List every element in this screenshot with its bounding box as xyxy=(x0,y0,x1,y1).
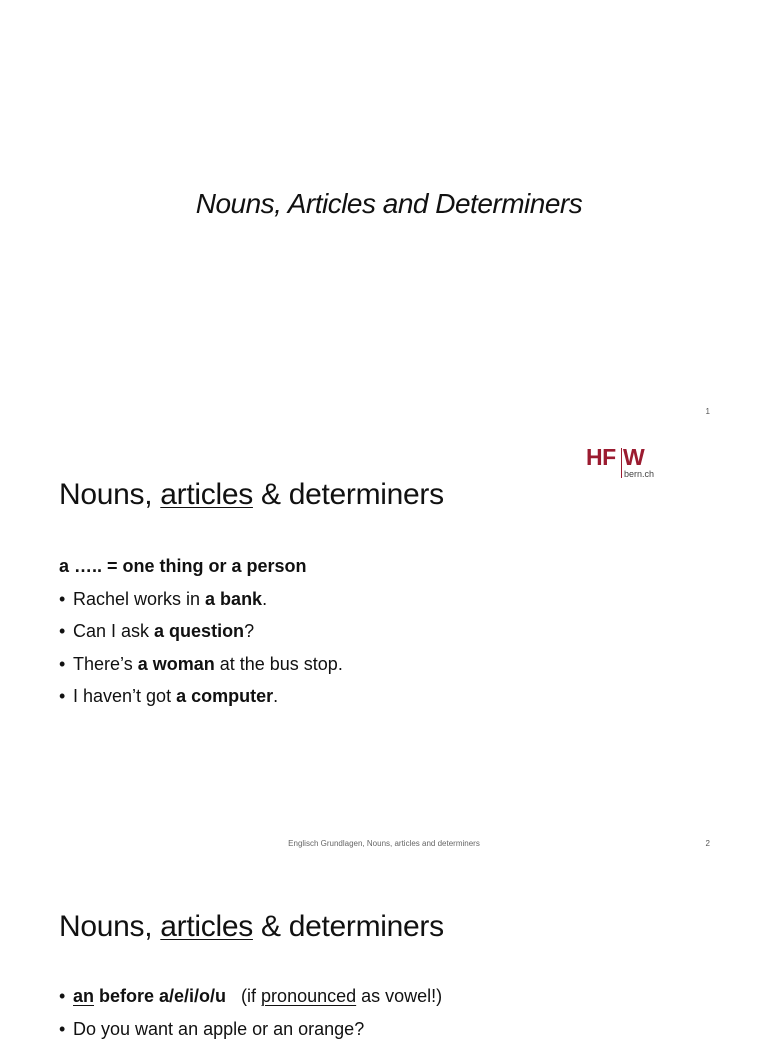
item-text-end: ? xyxy=(244,621,254,641)
bullet-icon: • xyxy=(59,615,73,648)
item-bold: a computer xyxy=(176,686,273,706)
bullet-icon: • xyxy=(59,980,73,1013)
item-text: I haven’t got xyxy=(73,686,176,706)
heading-pre: Nouns, xyxy=(59,478,160,511)
slide-heading xyxy=(59,478,444,512)
item-text: There’s xyxy=(73,654,138,674)
item-underlined: pronounced xyxy=(261,986,356,1006)
slide-footer: Englisch Grundlagen, Nouns, articles and determiners xyxy=(0,839,768,848)
logo-hf-text: HF xyxy=(586,444,616,471)
heading-pre: Nouns, xyxy=(59,910,160,943)
item-bold: a question xyxy=(154,621,244,641)
item-text: Rachel works in xyxy=(73,589,205,609)
slide-articles-a xyxy=(0,432,768,864)
slide-articles-an xyxy=(0,864,768,1024)
rule-line: a ….. = one thing or a person xyxy=(59,550,719,583)
list-item xyxy=(59,1013,719,1045)
list-item xyxy=(59,680,719,713)
item-text-end: . xyxy=(273,686,278,706)
item-bold: a woman xyxy=(138,654,215,674)
item-bold: before a/e/i/o/u xyxy=(94,986,226,1006)
bullet-icon: • xyxy=(59,648,73,681)
slide-content xyxy=(59,980,719,1045)
item-text-end: at the bus stop. xyxy=(215,654,343,674)
bullet-icon: • xyxy=(59,1013,73,1045)
slide-content xyxy=(59,550,719,713)
bullet-icon: • xyxy=(59,583,73,616)
heading-post: & determiners xyxy=(253,478,444,511)
logo-w-text: W xyxy=(623,444,644,471)
list-item xyxy=(59,615,719,648)
list-item xyxy=(59,583,719,616)
heading-post: & determiners xyxy=(253,910,444,943)
heading-underlined: articles xyxy=(160,478,253,511)
slide-title-text: Nouns, Articles and Determiners xyxy=(0,188,768,220)
slide-title xyxy=(0,0,768,432)
item-text: (if xyxy=(226,986,261,1006)
item-text: Can I ask xyxy=(73,621,154,641)
hfw-logo xyxy=(586,444,676,480)
item-text: Do you want an apple or an orange? xyxy=(73,1019,364,1039)
list-item xyxy=(59,648,719,681)
item-bold: a bank xyxy=(205,589,262,609)
list-item xyxy=(59,980,719,1013)
slide-number: 2 xyxy=(706,839,710,848)
logo-subtitle: bern.ch xyxy=(624,469,654,479)
item-bold-underlined: an xyxy=(73,986,94,1006)
logo-divider xyxy=(621,448,622,478)
item-text-end: . xyxy=(262,589,267,609)
slide-heading xyxy=(59,910,444,944)
item-text-end: as vowel!) xyxy=(356,986,442,1006)
heading-underlined: articles xyxy=(160,910,253,943)
bullet-icon: • xyxy=(59,680,73,713)
slide-number: 1 xyxy=(706,407,710,416)
